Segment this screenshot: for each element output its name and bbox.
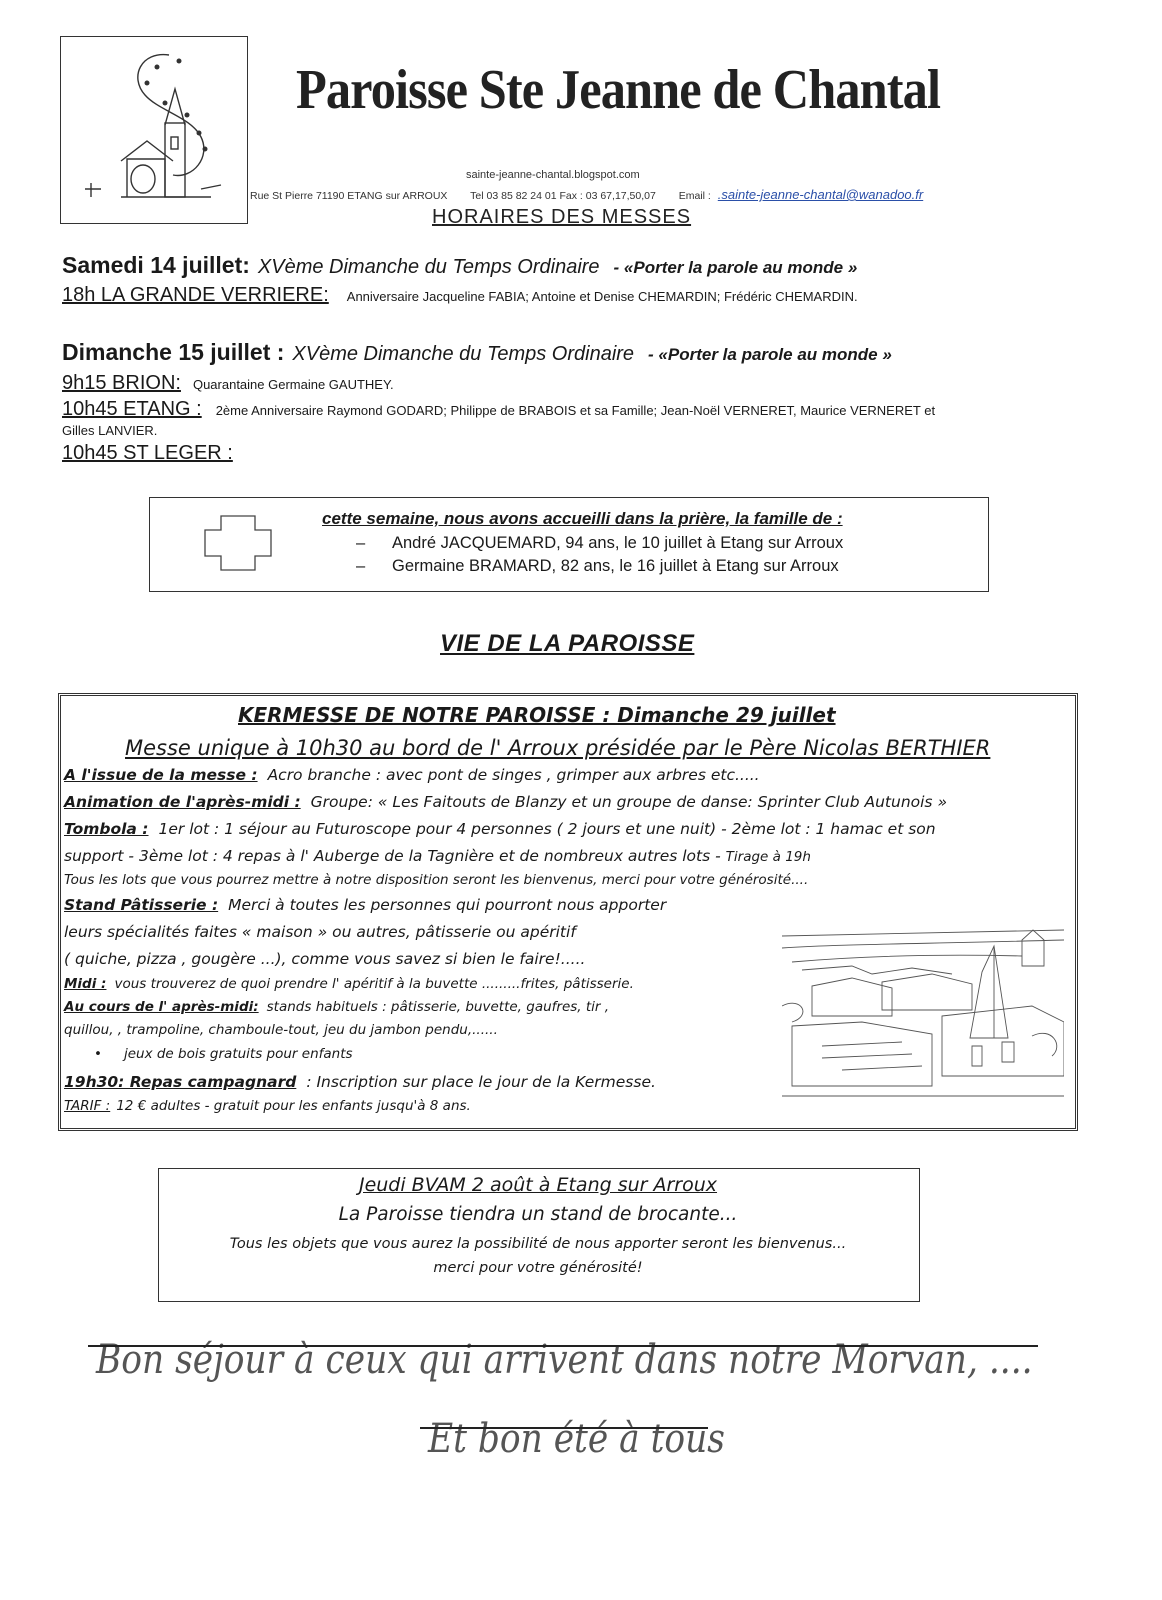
mass-etang-intentions-cont: Gilles LANVIER. bbox=[62, 423, 158, 438]
contact-line bbox=[250, 187, 943, 202]
repas-label: 19h30: Repas campagnard bbox=[64, 1073, 297, 1091]
closing-underline-1 bbox=[88, 1345, 1038, 1347]
brocante-line2: Tous les objets que vous aurez la possibilité de nous apporter seront les bienvenus... bbox=[229, 1236, 847, 1252]
issue-label: A l'issue de la messe : bbox=[64, 766, 258, 784]
samedi-day: Samedi 14 juillet: bbox=[62, 252, 250, 278]
mass-st-leger bbox=[62, 442, 233, 465]
famille-item bbox=[356, 534, 843, 553]
mass-intentions: Anniversaire Jacqueline FABIA; Antoine et Denise CHEMARDIN; Frédéric CHEMARDIN. bbox=[346, 289, 858, 304]
dash: – bbox=[356, 557, 366, 575]
mass-location: 10h45 ETANG : bbox=[62, 398, 202, 420]
kermesse-midi bbox=[64, 976, 634, 992]
bullet-text: jeux de bois gratuits pour enfants bbox=[123, 1046, 353, 1062]
patisserie-text-3: ( quiche, pizza , gougère ...), comme vous savez si bien le faire!..... bbox=[64, 950, 586, 968]
church-logo-icon bbox=[61, 37, 247, 223]
repas-text: : Inscription sur place le jour de la Kermesse. bbox=[306, 1073, 656, 1091]
closing-line1: Bon séjour à ceux qui arrivent dans notre Morvan, .... bbox=[96, 1337, 1033, 1383]
parish-title: Paroisse Ste Jeanne de Chantal bbox=[296, 59, 941, 121]
tirage: Tirage à 19h bbox=[725, 849, 811, 865]
mass-brion bbox=[62, 372, 394, 395]
closing-line2: Et bon été à tous bbox=[428, 1416, 725, 1462]
bullet: • bbox=[94, 1046, 102, 1062]
email-link[interactable]: .sainte-jeanne-chantal@wanadoo.fr bbox=[717, 187, 924, 202]
kermesse-tombola bbox=[64, 820, 936, 838]
kermesse-issue bbox=[64, 766, 760, 784]
horaires-title: HORAIRES DES MESSES bbox=[432, 206, 692, 228]
famille-item-text: Germaine BRAMARD, 82 ans, le 16 juillet à Etang sur Arroux bbox=[392, 557, 839, 575]
mass-intentions: Quarantaine Germaine GAUTHEY. bbox=[192, 377, 394, 392]
village-illustration bbox=[782, 926, 1064, 1098]
mass-location: 18h LA GRANDE VERRIERE: bbox=[62, 284, 329, 306]
famille-item-text: André JACQUEMARD, 94 ans, le 10 juillet à Etang sur Arroux bbox=[392, 534, 844, 552]
kermesse-animation bbox=[64, 793, 947, 811]
issue-text: Acro branche : avec pont de singes , grimper aux arbres etc..... bbox=[267, 766, 760, 784]
blog-url[interactable]: sainte-jeanne-chantal.blogspot.com bbox=[466, 169, 640, 181]
patisserie-label: Stand Pâtisserie : bbox=[64, 896, 219, 914]
famille-item bbox=[356, 557, 839, 576]
tombola-text: 1er lot : 1 séjour au Futuroscope pour 4 personnes ( 2 jours et une nuit) - 2ème lot : 1 hamac et son bbox=[158, 820, 936, 838]
vie-paroisse-title: VIE DE LA PAROISSE bbox=[440, 630, 695, 657]
tarif-label: TARIF : bbox=[64, 1098, 111, 1114]
closing-underline-2 bbox=[420, 1427, 708, 1429]
cours-text-2: quillou, , trampoline, chamboule-tout, jeu du jambon pendu,...... bbox=[64, 1022, 498, 1038]
dimanche-heading bbox=[62, 339, 892, 366]
kermesse-title: KERMESSE DE NOTRE PAROISSE : Dimanche 29 juillet bbox=[238, 703, 836, 727]
animation-text: Groupe: « Les Faitouts de Blanzy et un groupe de danse: Sprinter Club Autunois » bbox=[310, 793, 948, 811]
patisserie-text-2: leurs spécialités faites « maison » ou autres, pâtisserie ou apéritif bbox=[64, 923, 576, 941]
kermesse-tarif bbox=[64, 1098, 471, 1114]
samedi-heading bbox=[62, 252, 857, 279]
tarif-text: 12 € adultes - gratuit pour les enfants jusqu'à 8 ans. bbox=[116, 1098, 471, 1114]
brocante-line1: La Paroisse tiendra un stand de brocante... bbox=[338, 1204, 738, 1225]
animation-label: Animation de l'après-midi : bbox=[64, 793, 301, 811]
kermesse-tombola-cont bbox=[64, 847, 811, 865]
dimanche-dimanche-label: XVème Dimanche du Temps Ordinaire bbox=[292, 343, 635, 365]
dimanche-theme: - «Porter la parole au monde » bbox=[648, 345, 892, 364]
email-label: Email : bbox=[678, 190, 711, 202]
cours-label: Au cours de l' après-midi: bbox=[64, 999, 259, 1015]
brocante-title: Jeudi BVAM 2 août à Etang sur Arroux bbox=[358, 1174, 718, 1196]
dash: – bbox=[356, 534, 366, 552]
kermesse-bullet bbox=[94, 1046, 353, 1062]
tombola-label: Tombola : bbox=[64, 820, 149, 838]
mass-location: 9h15 BRION: bbox=[62, 372, 181, 394]
patisserie-text: Merci à toutes les personnes qui pourront nous apporter bbox=[228, 896, 667, 914]
kermesse-patisserie bbox=[64, 896, 666, 914]
cours-text: stands habituels : pâtisserie, buvette, gaufres, tir , bbox=[266, 999, 610, 1015]
address: Rue St Pierre 71190 ETANG sur ARROUX bbox=[250, 190, 448, 202]
tombola-text-cont: support - 3ème lot : 4 repas à l' Auberge de la Tagnière et de nombreux autres lots - bbox=[64, 847, 721, 865]
mass-grande-verriere bbox=[62, 284, 858, 307]
samedi-theme: - «Porter la parole au monde » bbox=[613, 258, 858, 277]
famille-heading: cette semaine, nous avons accueilli dans la prière, la famille de : bbox=[322, 509, 843, 528]
midi-label: Midi : bbox=[64, 976, 107, 992]
lots-note: Tous les lots que vous pourrez mettre à notre disposition seront les bienvenus, merci pour votre générosité.... bbox=[64, 872, 809, 888]
kermesse-subtitle: Messe unique à 10h30 au bord de l' Arroux présidée par le Père Nicolas BERTHIER bbox=[125, 736, 991, 760]
kermesse-repas bbox=[64, 1073, 656, 1091]
cross-icon bbox=[203, 514, 273, 577]
kermesse-cours bbox=[64, 999, 609, 1015]
dimanche-day: Dimanche 15 juillet : bbox=[62, 339, 285, 365]
parish-logo bbox=[60, 36, 248, 224]
mass-intentions: 2ème Anniversaire Raymond GODARD; Philippe de BRABOIS et sa Famille; Jean-Noël VERNERET, Maurice VERNERET et bbox=[215, 403, 936, 418]
brocante-line3: merci pour votre générosité! bbox=[433, 1260, 643, 1276]
phone-fax: Tel 03 85 82 24 01 Fax : 03 67,17,50,07 bbox=[470, 190, 656, 202]
mass-etang bbox=[62, 398, 935, 421]
samedi-dimanche-label: XVème Dimanche du Temps Ordinaire bbox=[257, 256, 600, 278]
midi-text: vous trouverez de quoi prendre l' apéritif à la buvette .........frites, pâtisserie. bbox=[114, 976, 634, 992]
mass-location: 10h45 ST LEGER : bbox=[62, 442, 233, 464]
